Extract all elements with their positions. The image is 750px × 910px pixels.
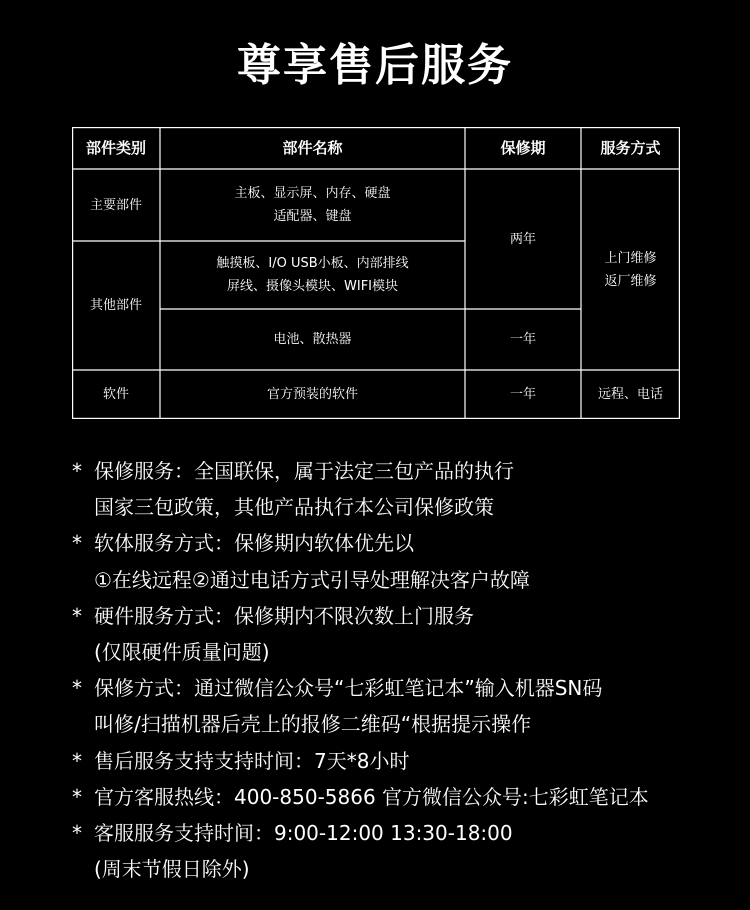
warranty-one-year-battery: 一年: [509, 332, 536, 347]
note-line: 售后服务支持支持时间：7天*8小时: [94, 748, 410, 773]
category-main-parts: 主要部件: [89, 197, 142, 213]
note-warranty-service: [72, 453, 742, 525]
note-line: 官方客服热线：400-850-5866 官方微信公众号:七彩虹笔记本: [94, 784, 649, 809]
category-software: 软件: [102, 387, 129, 402]
bullet-star: *: [72, 531, 82, 556]
note-line: 保修方式：通过微信公众号“七彩虹笔记本”输入机器SN码: [94, 676, 603, 701]
bullet-star: *: [72, 821, 82, 846]
note-hotline: [72, 779, 742, 815]
bullet-star: *: [72, 748, 82, 773]
note-line: (仅限硬件质量问题): [94, 640, 270, 665]
header-warranty: 保修期: [500, 138, 546, 157]
note-line: 国家三包政策，其他产品执行本公司保修政策: [94, 495, 494, 520]
note-line: ①在线远程②通过电话方式引导处理解决客户故障: [94, 567, 530, 592]
warranty-table: [72, 127, 680, 419]
header-part-name: 部件名称: [282, 138, 343, 157]
note-software-service: [72, 525, 742, 597]
service-onsite-return: [581, 169, 680, 370]
parts-battery: 电池、散热器: [273, 332, 352, 347]
note-line: 硬件服务方式：保修期内不限次数上门服务: [94, 603, 474, 628]
bullet-star: *: [72, 676, 82, 701]
page-title: 尊享售后服务: [237, 40, 513, 91]
header-service: 服务方式: [600, 138, 661, 157]
bullet-star: *: [72, 784, 82, 809]
note-line: 保修服务：全国联保，属于法定三包产品的执行: [94, 459, 514, 483]
note-line: (周末节假日除外): [94, 857, 250, 882]
parts-software: 官方预装的软件: [266, 387, 358, 402]
warranty-one-year-software: 一年: [509, 387, 536, 402]
bullet-star: *: [72, 603, 82, 628]
service-line-1: 上门维修: [604, 250, 657, 266]
bullet-star: *: [72, 459, 82, 483]
parts-other: [160, 241, 465, 309]
parts-main-line-1: 主板、显示屏、内存、硬盘: [234, 186, 391, 201]
note-line: 叫修/扫描机器后壳上的报修二维码“根据提示操作: [94, 712, 532, 737]
service-notes: [72, 453, 742, 887]
warranty-two-years: 两年: [509, 231, 536, 247]
note-hardware-service: [72, 598, 742, 670]
note-line: 客服服务支持时间：9:00-12:00 13:30-18:00: [94, 821, 513, 846]
note-support-hours: [72, 743, 742, 779]
category-other-parts: 其他部件: [89, 298, 142, 313]
parts-other-line-1: 触摸板、I/O USB小板、内部排线: [216, 256, 409, 271]
parts-main: [160, 169, 465, 241]
service-software: 远程、电话: [597, 387, 663, 402]
header-category: 部件类别: [85, 138, 146, 157]
parts-other-line-2: 屏线、摄像头模块、WIFI模块: [227, 279, 398, 294]
note-warranty-method: [72, 670, 742, 742]
service-line-2: 返厂维修: [604, 273, 657, 289]
note-line: 软体服务方式：保修期内软体优先以: [94, 531, 414, 556]
note-service-time: [72, 815, 742, 887]
parts-main-line-2: 适配器、键盘: [273, 209, 352, 224]
